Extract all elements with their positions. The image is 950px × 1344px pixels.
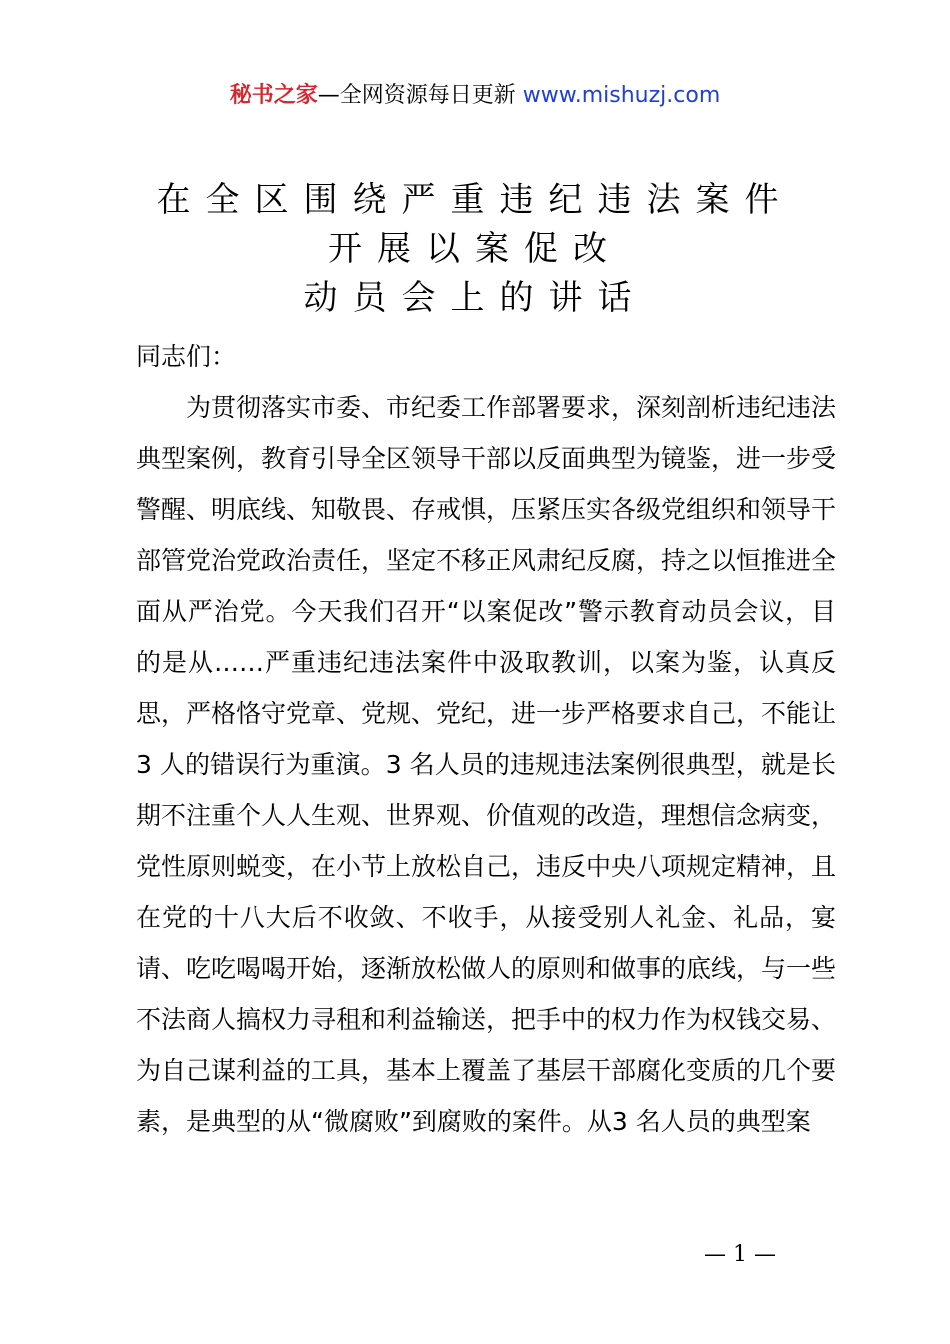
salutation: 同志们： (136, 342, 237, 371)
document-title-line-2: 开展以案促改 (328, 229, 622, 269)
document-title-line-1: 在全区围绕严重违纪违法案件 (156, 180, 794, 220)
body-paragraph: 为贯彻落实市委、市纪委工作部署要求，深刻剖析违纪违法典型案例，教育引导全区领导干部以反面典型为镜鉴，进一步受警醒、明底线、知敬畏、存戒惧，压紧压实各级党组织和领导干部管党治党政治责任，坚定不移正风肃纪反腐，持之以恒推进全面从严治党。今天我们召开“以案促改”警示教育动员会议，目的是从……严重违纪违法案件中汲取教训，以案为鉴，认真反思，严格恪守党章、党规、党纪，进一步严格要求自己，不能让3 人的错误行为重演。3 名人员的违规违法案例很典型，就是长期不注重个人人生观、世界观、价值观的改造，理想信念病变，党性原则蜕变，在小节上放松自己，违反中央八项规定精神，且在党的十八大后不收敛、不收手，从接受别人礼金、礼品，宴请、吃吃喝喝开始，逐渐放松做人的原则和做事的底线，与一些不法商人搞权力寻租和利益输送，把手中的权力作为权钱交易、为自己谋利益的工具，基本上覆盖了基层干部腐化变质的几个要素，是典型的从“微腐败”到腐败的案件。从3 名人员的典型案 (136, 393, 837, 1136)
site-url-link[interactable]: www.mishuzj.com (522, 83, 721, 108)
brand-name: 秘书之家 (229, 83, 318, 108)
site-header (0, 80, 950, 112)
document-title-line-3: 动员会上的讲话 (303, 278, 647, 318)
header-tagline: —全网资源每日更新 (317, 83, 523, 108)
document-body (136, 331, 836, 1147)
page-number: — 1 — (704, 1242, 776, 1267)
